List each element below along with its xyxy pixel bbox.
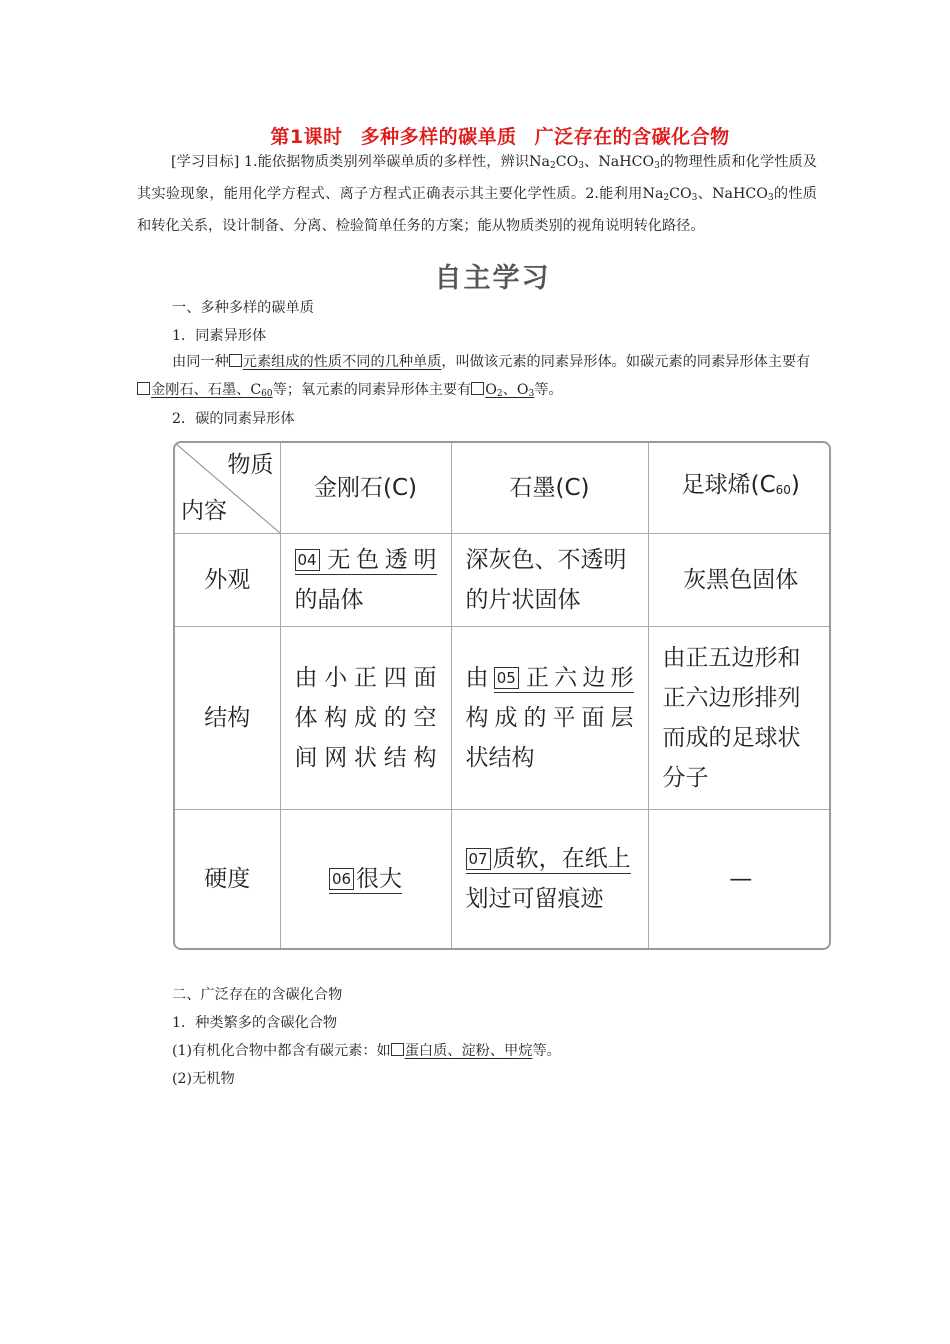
lesson-topic-1: 多种多样的碳单质 xyxy=(360,126,517,148)
lesson-title xyxy=(0,122,950,149)
subsection-carbon-compounds: 1．种类繁多的含碳化合物 xyxy=(172,1015,338,1031)
table-corner-cell: 物质 内容 xyxy=(175,443,280,533)
header-graphite: 石墨(C) xyxy=(451,443,648,533)
header-diamond: 金刚石(C) xyxy=(280,443,451,533)
subsection-allotrope: 1．同素异形体 xyxy=(172,328,267,344)
subsection-carbon-allotropes: 2．碳的同素异形体 xyxy=(172,411,295,427)
section2-heading: 二、广泛存在的含碳化合物 xyxy=(172,987,343,1003)
cell-diamond-hardness: 06 很大 xyxy=(280,809,451,948)
cell-graphite-hardness: 07 质软，在纸上 划过可留痕迹 xyxy=(451,809,648,948)
cell-diamond-appearance: 04 无色透明 的晶体 xyxy=(280,533,451,626)
row-label-hardness: 硬度 xyxy=(175,809,280,948)
answer-box xyxy=(137,382,150,395)
allotrope-table xyxy=(173,441,831,950)
inorganic-item: (2)无机物 xyxy=(172,1071,235,1087)
objectives-label: [学习目标] xyxy=(171,154,240,170)
table-row xyxy=(175,533,831,626)
learning-objectives: [学习目标] 1.能依据物质类别列举碳单质的多样性，辨识$Na_2CO_3$、NaHCO$_3$的物理性质和化学性质及其实验现象，能用化学方程式、离子方程式正确表示其主要化学性质。2.能利用$Na_2CO_3$、NaHCO$_3$的性质和转化关系，设计制备、分离、检验简单任务的方案；能从物质类别的视角说明转化路径。 xyxy=(137,154,817,234)
cell-fullerene-appearance: 灰黑色固体 xyxy=(648,533,831,626)
table-row xyxy=(175,809,831,948)
table-row xyxy=(175,626,831,809)
answer-box xyxy=(229,354,242,367)
cell-graphite-structure: 由 05 正六边形 构成的平面层 状结构 xyxy=(451,626,648,809)
cell-fullerene-hardness: — xyxy=(648,809,831,948)
header-fullerene: 足球烯$(C_{60})$ xyxy=(648,443,831,533)
lesson-number: 第1课时 xyxy=(270,126,343,148)
cell-diamond-structure: 由小正四面 体构成的空 间网状结构 xyxy=(280,626,451,809)
row-label-appearance: 外观 xyxy=(175,533,280,626)
allotrope-definition: 由同一种 元素组成的性质不同的几种单质，叫做该元素的同素异形体。如碳元素的同素异形体主要有金刚石、石墨、$C_{60}$等；氧元素的同素异形体主要有 $O_2$、$O_3$等。 xyxy=(137,348,817,408)
organic-compounds-item: (1)有机化合物中都含有碳元素：如 蛋白质、淀粉、甲烷等。 xyxy=(172,1043,561,1059)
answer-box xyxy=(471,382,484,395)
lesson-topic-2: 广泛存在的含碳化合物 xyxy=(534,126,730,148)
section-heading: 自主学习 xyxy=(434,263,551,294)
cell-graphite-appearance: 深灰色、不透明 的片状固体 xyxy=(451,533,648,626)
row-label-structure: 结构 xyxy=(175,626,280,809)
section1-heading: 一、多种多样的碳单质 xyxy=(172,300,314,316)
table-header-row xyxy=(175,443,831,533)
cell-fullerene-structure: 由正五边形和 正六边形排列 而成的足球状 分子 xyxy=(648,626,831,809)
answer-box xyxy=(391,1043,404,1056)
